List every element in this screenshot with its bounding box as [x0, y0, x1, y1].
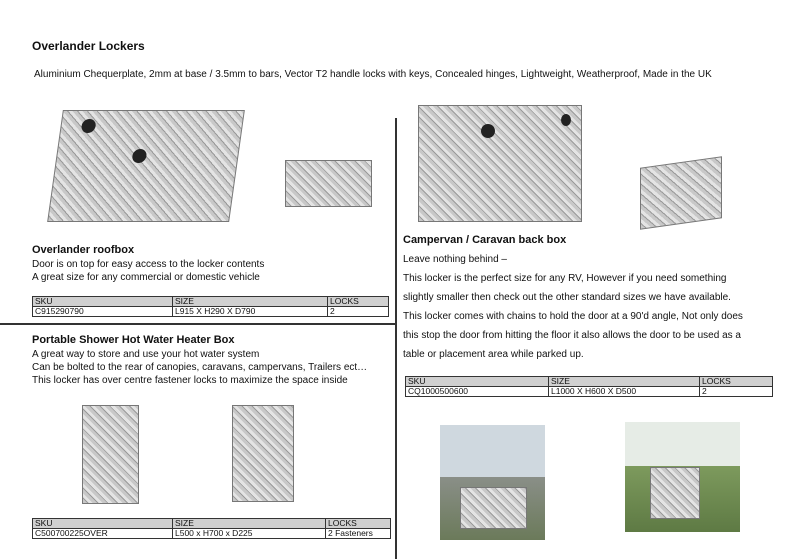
td-size: L500 x H700 x D225	[173, 529, 326, 539]
campervan-box-open-image	[640, 156, 722, 230]
campervan-box-image	[418, 105, 582, 222]
subtitle: Aluminium Chequerplate, 2mm at base / 3.5mm to bars, Vector T2 handle locks with keys, Concealed hinges, Lightweight, Weatherproof, Made in the UK	[34, 69, 712, 80]
td-sku: C500700225OVER	[33, 529, 173, 539]
roofbox-line: A great size for any commercial or domestic vehicle	[32, 272, 260, 283]
shower-heading: Portable Shower Hot Water Heater Box	[32, 334, 235, 346]
campervan-mounted-photo	[440, 425, 545, 540]
campervan-table	[405, 376, 773, 397]
td-locks: 2 Fasteners	[326, 529, 391, 539]
th-size: SIZE	[549, 377, 700, 387]
campervan-line: This locker comes with chains to hold the door at a 90'd angle, Not only does	[403, 311, 743, 322]
shower-line: Can be bolted to the rear of canopies, caravans, campervans, Trailers ect…	[32, 362, 368, 373]
campervan-line: slightly smaller then check out the other standard sizes we have available.	[403, 292, 731, 303]
roofbox-line: Door is on top for easy access to the locker contents	[32, 259, 265, 270]
page-title: Overlander Lockers	[32, 39, 145, 53]
campervan-line: This locker is the perfect size for any RV, However if you need something	[403, 273, 727, 284]
td-locks: 2	[700, 387, 773, 397]
shower-line: This locker has over centre fastener locks to maximize the space inside	[32, 375, 348, 386]
shower-line: A great way to store and use your hot water system	[32, 349, 260, 360]
th-sku: SKU	[406, 377, 549, 387]
roofbox-table	[32, 296, 389, 317]
th-locks: LOCKS	[326, 519, 391, 529]
campervan-rear-photo	[625, 422, 740, 532]
shower-box-image	[232, 405, 294, 502]
th-locks: LOCKS	[328, 297, 389, 307]
td-sku: CQ1000500600	[406, 387, 549, 397]
roofbox-open-image	[285, 160, 372, 207]
th-sku: SKU	[33, 519, 173, 529]
td-locks: 2	[328, 307, 389, 317]
campervan-line: this stop the door from hitting the floor it also allows the door to be used as a	[403, 330, 741, 341]
shower-box-open-image	[82, 405, 139, 504]
campervan-heading: Campervan / Caravan back box	[403, 234, 567, 246]
th-size: SIZE	[173, 297, 328, 307]
vertical-divider	[395, 118, 397, 559]
th-sku: SKU	[33, 297, 173, 307]
campervan-line: table or placement area while parked up.	[403, 349, 584, 360]
th-locks: LOCKS	[700, 377, 773, 387]
shower-table	[32, 518, 391, 539]
td-size: L915 X H290 X D790	[173, 307, 328, 317]
td-sku: C915290790	[33, 307, 173, 317]
campervan-line: Leave nothing behind –	[403, 254, 507, 265]
td-size: L1000 X H600 X D500	[549, 387, 700, 397]
th-size: SIZE	[173, 519, 326, 529]
roofbox-heading: Overlander roofbox	[32, 244, 135, 256]
roofbox-image	[47, 110, 245, 222]
horizontal-divider	[0, 323, 395, 325]
